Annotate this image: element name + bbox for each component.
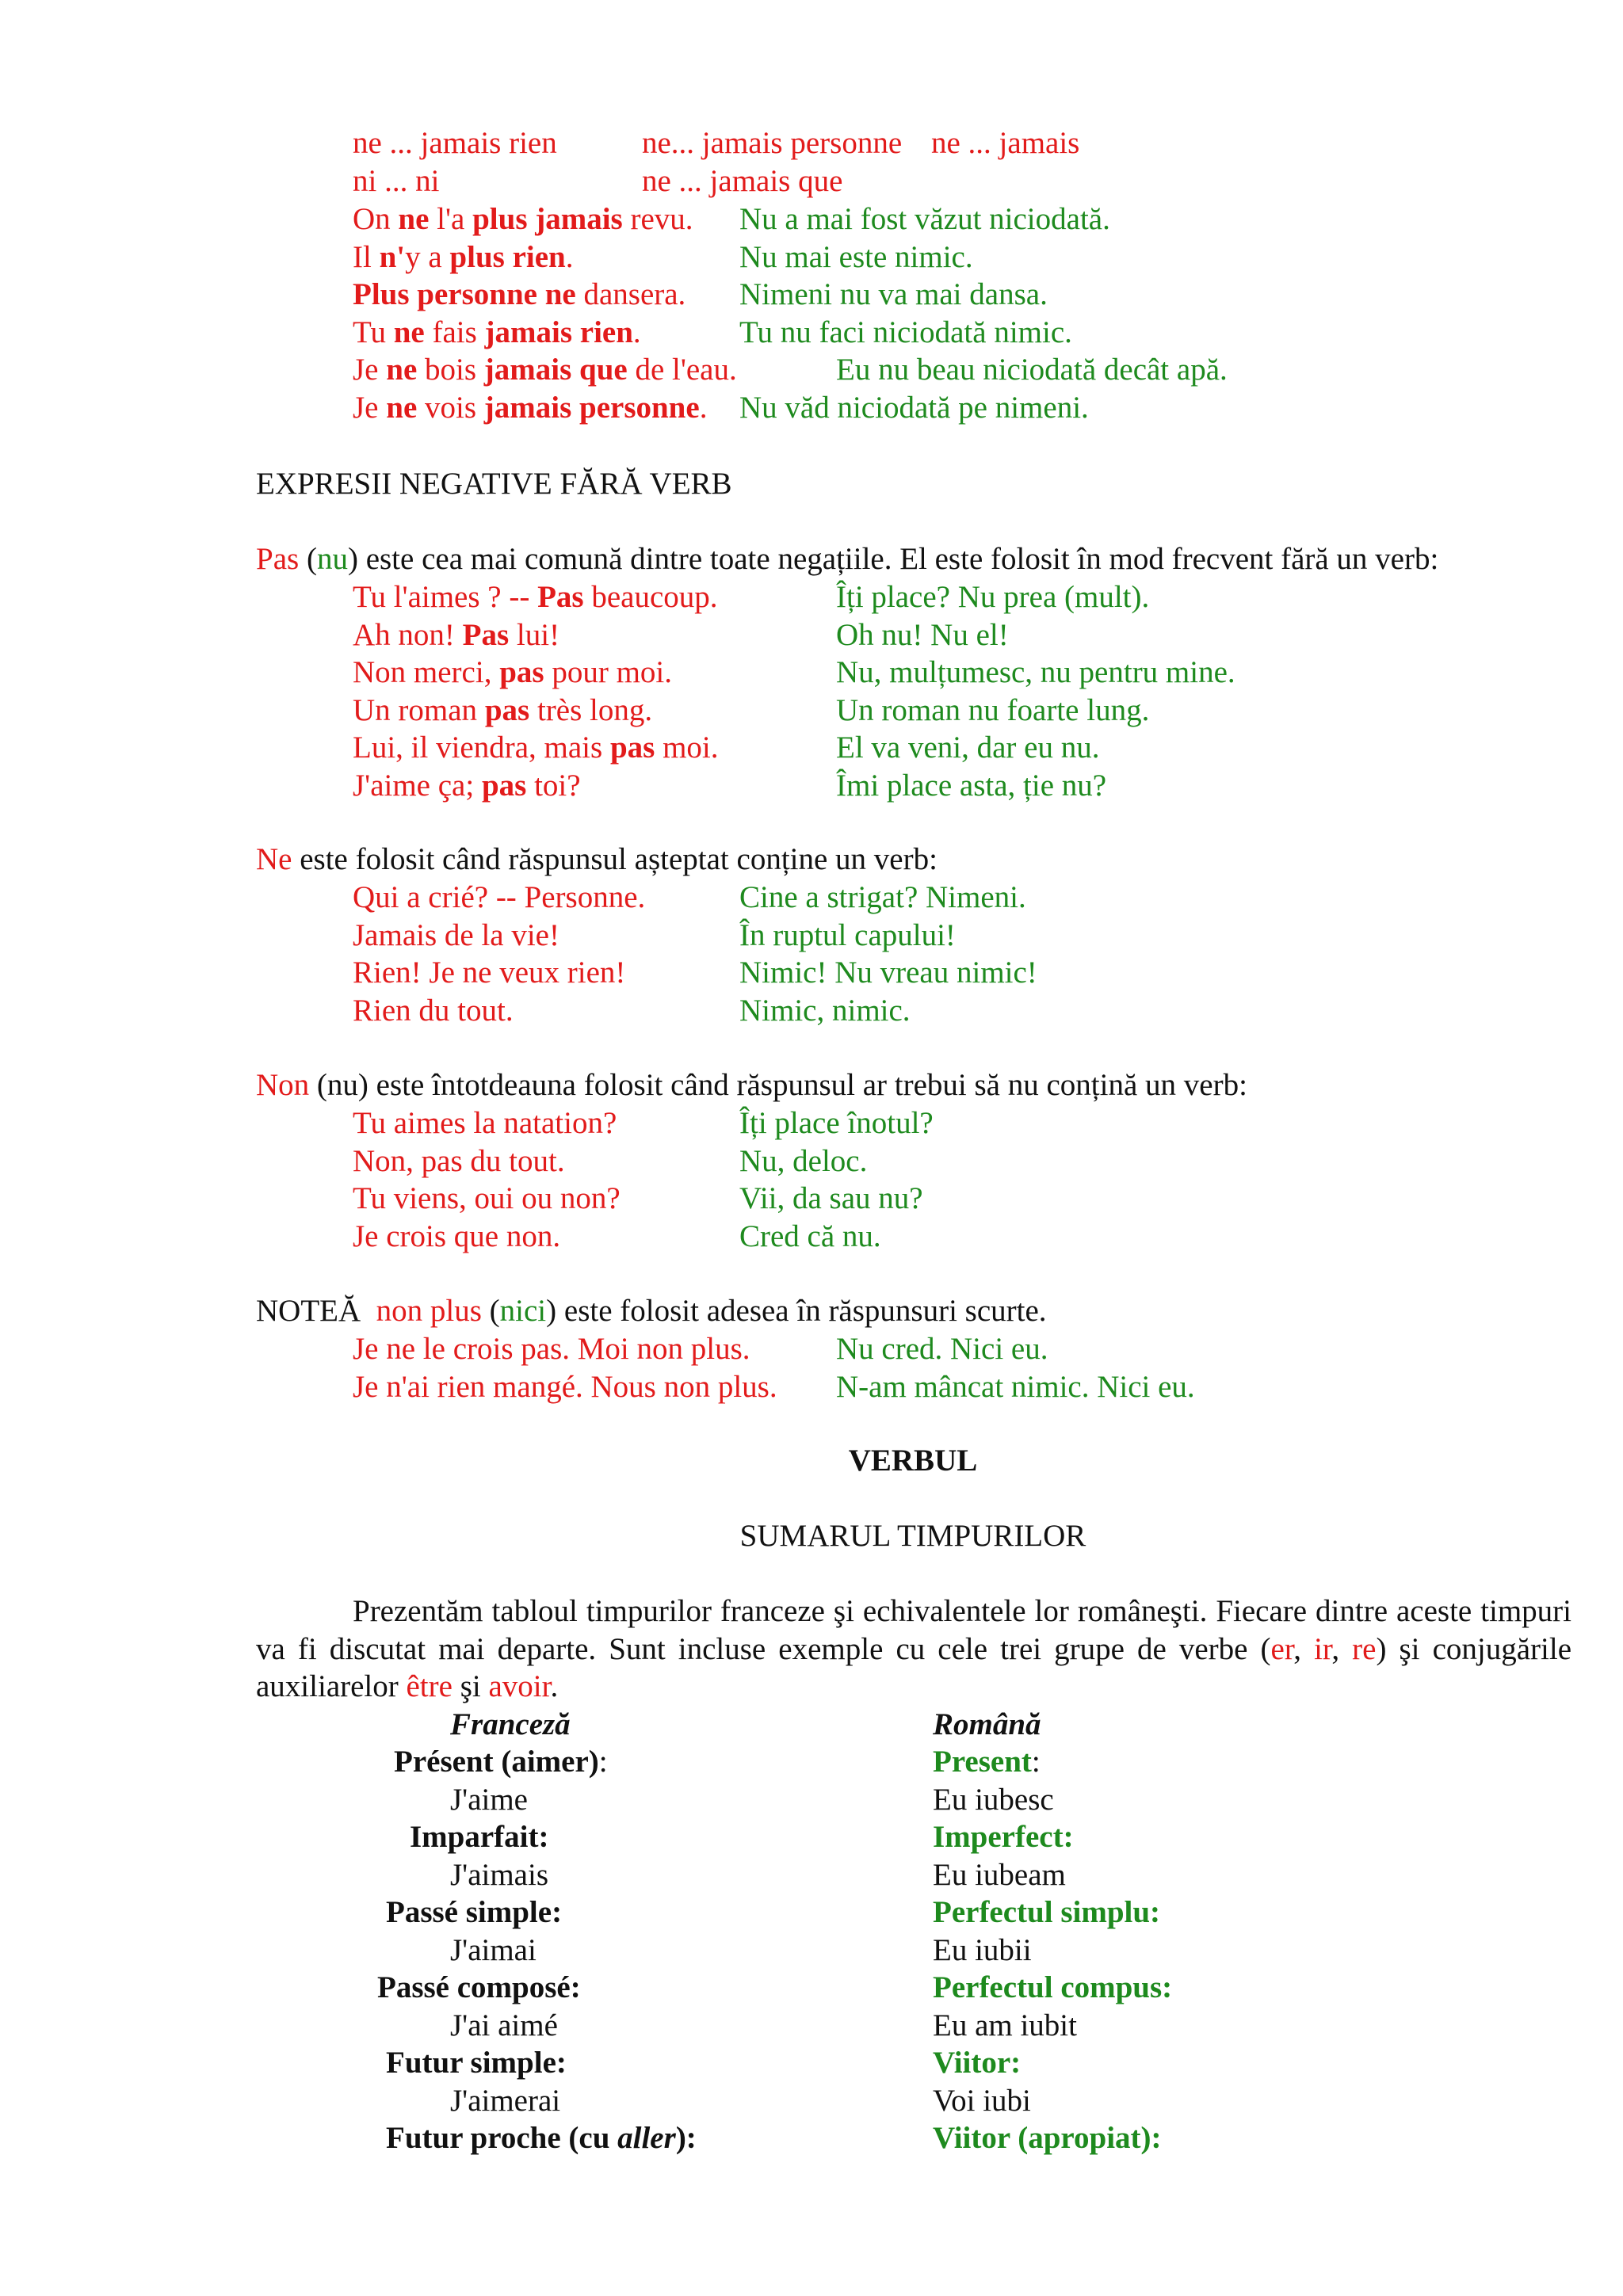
tense-ro-name: Present xyxy=(933,1745,1032,1779)
non-word: Non xyxy=(256,1068,310,1102)
romanian-translation: El va veni, dar eu nu. xyxy=(836,730,1100,765)
negation-word: plus rien xyxy=(449,239,566,274)
example-text: J'aime ça; xyxy=(353,768,482,803)
sep: , xyxy=(1331,1631,1353,1666)
example-text: Tu l'aimes ? -- xyxy=(353,580,538,614)
tense-ro-name: Perfectul simplu: xyxy=(933,1895,1161,1929)
romanian-translation: Îmi place asta, ție nu? xyxy=(836,768,1107,803)
note-paren: nici xyxy=(499,1294,547,1328)
example-text: y a xyxy=(405,239,450,274)
romanian-translation: În ruptul capului! xyxy=(739,917,956,952)
section-heading: EXPRESII NEGATIVE FĂRĂ VERB xyxy=(256,467,732,501)
negation-word: Pas xyxy=(537,580,584,614)
tense-fr-example: J'aimais xyxy=(450,1857,549,1892)
french-example xyxy=(353,767,581,805)
example-text: de l'eau. xyxy=(627,353,737,387)
neg-list-item: ne... jamais personne xyxy=(642,126,903,160)
french-example: Tu viens, oui ou non? xyxy=(353,1181,621,1215)
note-line: NOTEĂ non plus (nici) este folosit adesea în răspunsuri scurte. xyxy=(256,1294,1047,1328)
tense-fr-text: Futur proche (cu xyxy=(386,2121,618,2155)
example-text: pour moi. xyxy=(544,655,672,689)
romanian-translation: Nimic, nimic. xyxy=(739,993,911,1028)
tense-ro-head xyxy=(933,1894,1160,1932)
example-text: Ah non! xyxy=(353,617,463,652)
tense-ro-example: Eu iubeam xyxy=(933,1857,1066,1892)
negation-word: n' xyxy=(379,239,406,274)
tense-ro-head xyxy=(933,1743,1041,1781)
pas-word: Pas xyxy=(256,542,300,576)
negation-word: ne xyxy=(398,202,430,236)
ne-word: Ne xyxy=(256,842,292,876)
example-text: . xyxy=(565,239,574,274)
tense-fr-verb: aller xyxy=(617,2121,676,2155)
french-example xyxy=(353,351,737,389)
tense-fr-head xyxy=(377,1969,581,2007)
tense-fr-head xyxy=(386,2119,697,2157)
romanian-translation: Vii, da sau nu? xyxy=(739,1181,923,1215)
tense-fr-name: Passé simple: xyxy=(386,1895,563,1929)
example-text: lui! xyxy=(509,617,560,652)
romanian-translation: Tu nu faci niciodată nimic. xyxy=(739,315,1072,349)
french-example: Tu aimes la natation? xyxy=(353,1106,617,1140)
french-example xyxy=(353,729,718,767)
tense-ro-suffix: : xyxy=(1031,1745,1041,1779)
negation-word: pas xyxy=(484,692,530,727)
example-text: Je xyxy=(353,390,387,425)
romanian-translation: Nu cred. Nici eu. xyxy=(836,1332,1048,1366)
negation-word: jamais que xyxy=(483,353,628,387)
french-example: Non, pas du tout. xyxy=(353,1143,565,1178)
example-text: . xyxy=(699,390,708,425)
example-text: revu. xyxy=(622,202,693,236)
ne-intro xyxy=(256,841,938,879)
intro-text: ) şi conjugările auxiliarelor xyxy=(256,1631,1572,1703)
intro-text: Prezentăm tabloul timpurilor franceze şi echivalentele lor româneşti. Fiecare dintre aceste timpuri va fi discutat mai departe. Sunt incluse exemple cu cele trei grupe de verbe ( xyxy=(256,1594,1571,1666)
intro-text: şi xyxy=(452,1669,489,1703)
tense-fr-example: J'aime xyxy=(450,1782,528,1817)
tense-fr-suffix: : xyxy=(598,1745,608,1779)
example-text: l'a xyxy=(429,202,473,236)
french-example xyxy=(353,692,652,730)
tense-ro-head xyxy=(933,2044,1021,2082)
tense-fr-name: Passé composé: xyxy=(377,1970,581,2004)
tense-ro-example: Eu iubii xyxy=(933,1932,1032,1967)
tense-ro-head: Viitor (apropiat): xyxy=(933,2121,1162,2155)
tense-fr-example: J'ai aimé xyxy=(450,2008,558,2042)
example-text: Tu xyxy=(353,315,394,349)
negation-word: Plus personne ne xyxy=(353,277,576,311)
neg-list-item: ne ... jamais que xyxy=(642,164,843,198)
tense-fr-head xyxy=(386,1894,562,1932)
tense-fr-name: Futur simple: xyxy=(386,2046,567,2080)
french-example xyxy=(353,616,559,654)
verb-title: VERBUL xyxy=(848,1444,978,1478)
negation-word: jamais rien xyxy=(484,315,633,349)
french-example xyxy=(353,654,672,692)
tense-fr-head xyxy=(394,1743,608,1781)
french-example xyxy=(353,238,573,277)
tense-ro-head xyxy=(933,1818,1074,1856)
example-text: dansera. xyxy=(575,277,686,311)
negation-word: pas xyxy=(499,655,544,689)
intro-text: . xyxy=(550,1669,559,1703)
group-ir: ir xyxy=(1314,1631,1332,1666)
example-text: toi? xyxy=(526,768,581,803)
example-text: fais xyxy=(424,315,485,349)
example-text: On xyxy=(353,202,399,236)
romanian-translation: Îți place? Nu prea (mult). xyxy=(836,580,1150,614)
french-example: Qui a crié? -- Personne. xyxy=(353,880,646,914)
example-text: vois xyxy=(417,390,484,425)
tense-ro-name: Imperfect: xyxy=(933,1820,1074,1854)
neg-list-item: ni ... ni xyxy=(353,164,440,198)
example-text: beaucoup. xyxy=(583,580,718,614)
example-text: Je xyxy=(353,353,387,387)
negation-word: jamais personne xyxy=(483,390,700,425)
romanian-translation: Nu văd niciodată pe nimeni. xyxy=(739,390,1089,425)
sep: , xyxy=(1293,1631,1315,1666)
pas-paren: nu xyxy=(316,542,348,576)
romanian-translation: Oh nu! Nu el! xyxy=(836,617,1009,652)
french-example: Jamais de la vie! xyxy=(353,917,559,952)
romanian-translation: Îți place înotul? xyxy=(739,1106,934,1140)
neg-list-item: ne ... jamais xyxy=(931,126,1080,160)
french-example: Je ne le crois pas. Moi non plus. xyxy=(353,1332,750,1366)
example-text: . xyxy=(632,315,641,349)
negation-word: Pas xyxy=(462,617,510,652)
example-text: Il xyxy=(353,239,380,274)
tense-fr-head xyxy=(386,2044,567,2082)
tense-fr-example: J'aimerai xyxy=(450,2083,561,2118)
negation-word: plus jamais xyxy=(472,202,623,236)
non-intro-text: (nu) este întotdeauna folosit când răspunsul ar trebui să nu conțină un verb: xyxy=(309,1068,1247,1102)
tense-fr-text: ): xyxy=(675,2121,697,2155)
col-header-fr: Franceză xyxy=(450,1707,571,1741)
french-example xyxy=(353,314,641,352)
tense-fr-head xyxy=(410,1818,548,1856)
romanian-translation: Cine a strigat? Nimeni. xyxy=(739,880,1026,914)
negation-word: pas xyxy=(481,768,527,803)
negation-word: ne xyxy=(386,353,418,387)
french-example xyxy=(353,276,685,314)
negation-word: ne xyxy=(393,315,425,349)
note-word: non plus xyxy=(376,1294,482,1328)
aux-etre: être xyxy=(406,1669,453,1703)
tense-ro-head xyxy=(933,1969,1172,2007)
tense-ro-example: Eu iubesc xyxy=(933,1782,1054,1817)
example-text: Lui, il viendra, mais xyxy=(353,730,610,765)
tense-ro-example: Voi iubi xyxy=(933,2083,1031,2118)
note-text: este folosit adesea în răspunsuri scurte. xyxy=(556,1294,1047,1328)
neg-list-item: ne ... jamais rien xyxy=(353,126,557,160)
example-text: Non merci, xyxy=(353,655,500,689)
negation-word: ne xyxy=(386,390,418,425)
intro-paragraph xyxy=(256,1592,1571,1706)
tense-fr-example: J'aimai xyxy=(450,1932,537,1967)
note-label: NOTEĂ xyxy=(256,1294,361,1328)
romanian-translation: Nu mai este nimic. xyxy=(739,239,973,274)
ne-intro-text: este folosit când răspunsul așteptat conține un verb: xyxy=(292,842,938,876)
negation-word: pas xyxy=(609,730,655,765)
example-text: bois xyxy=(417,353,484,387)
col-header-ro: Română xyxy=(933,1707,1041,1741)
tense-fr-name: Imparfait: xyxy=(410,1820,549,1854)
french-example xyxy=(353,578,718,616)
french-example: Je n'ai rien mangé. Nous non plus. xyxy=(353,1369,777,1404)
french-example xyxy=(353,200,693,238)
french-example: Rien! Je ne veux rien! xyxy=(353,955,626,990)
romanian-translation: Nu, mulțumesc, nu pentru mine. xyxy=(836,655,1235,689)
french-example: Rien du tout. xyxy=(353,993,514,1028)
non-intro xyxy=(256,1066,1247,1104)
tense-ro-name: Viitor: xyxy=(933,2046,1022,2080)
tense-fr-name: Présent (aimer) xyxy=(394,1745,599,1779)
french-example: Je crois que non. xyxy=(353,1219,561,1253)
group-re: re xyxy=(1352,1631,1377,1666)
aux-avoir: avoir xyxy=(488,1669,551,1703)
romanian-translation: Nimeni nu va mai dansa. xyxy=(739,277,1048,311)
example-text: très long. xyxy=(529,692,653,727)
french-example xyxy=(353,389,707,427)
romanian-translation: N-am mâncat nimic. Nici eu. xyxy=(836,1369,1195,1404)
romanian-translation: Eu nu beau niciodată decât apă. xyxy=(836,353,1228,387)
romanian-translation: Un roman nu foarte lung. xyxy=(836,692,1150,727)
tense-ro-example: Eu am iubit xyxy=(933,2008,1077,2042)
pas-intro: Pas (nu) este cea mai comună dintre toate negațiile. El este folosit în mod frecvent fără un verb: xyxy=(256,542,1439,576)
tense-ro-name: Perfectul compus: xyxy=(933,1970,1173,2004)
romanian-translation: Nu a mai fost văzut niciodată. xyxy=(739,202,1110,236)
romanian-translation: Nu, deloc. xyxy=(739,1143,868,1178)
romanian-translation: Nimic! Nu vreau nimic! xyxy=(739,955,1037,990)
pas-intro-text: este cea mai comună dintre toate negațiile. El este folosit în mod frecvent fără un verb: xyxy=(357,542,1439,576)
group-er: er xyxy=(1270,1631,1294,1666)
example-text: Un roman xyxy=(353,692,485,727)
verb-subtitle: SUMARUL TIMPURILOR xyxy=(739,1519,1086,1553)
example-text: moi. xyxy=(655,730,719,765)
romanian-translation: Cred că nu. xyxy=(739,1219,881,1253)
